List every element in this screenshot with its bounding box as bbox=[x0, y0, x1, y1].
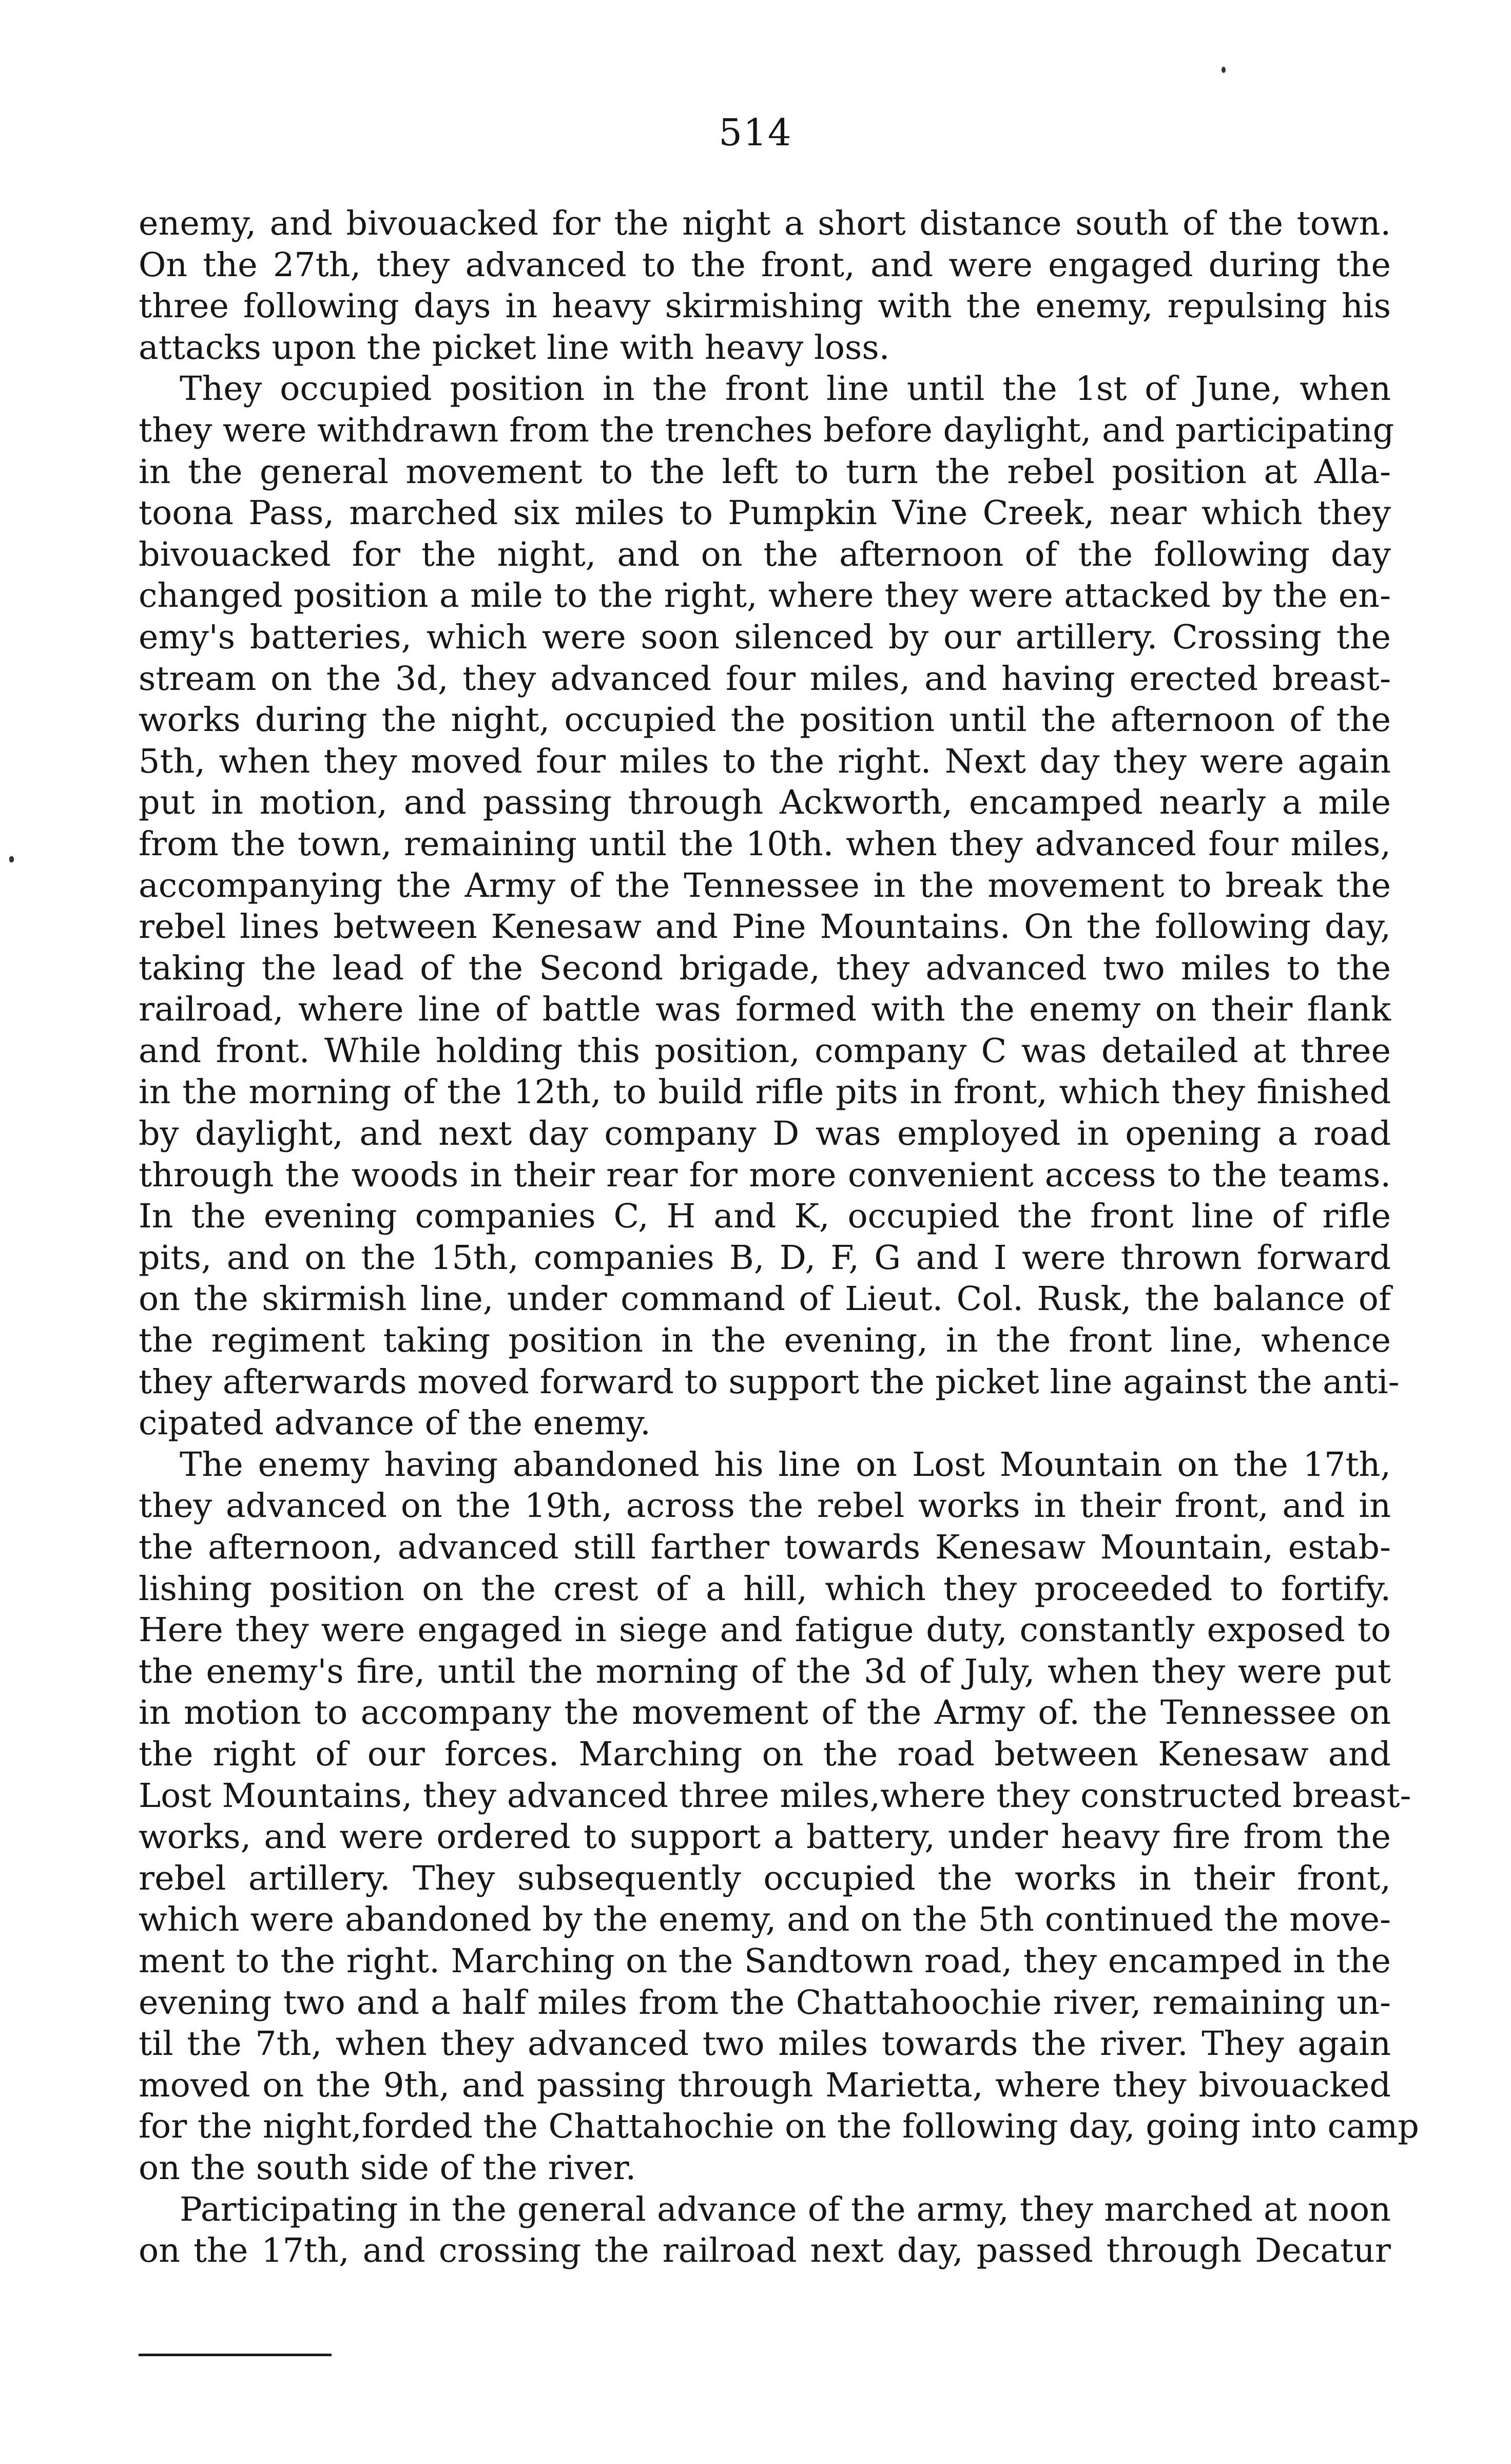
text-line: attacks upon the picket line with heavy loss. bbox=[139, 328, 890, 367]
text-line: rebel artillery. They subsequently occupied the works in their front, bbox=[139, 1859, 1391, 1898]
text-line: enemy, and bivouacked for the night a short distance south of the town. bbox=[139, 204, 1391, 243]
page-number: 514 bbox=[719, 111, 792, 154]
text-line: on the 17th, and crossing the railroad next day, passed through Decatur bbox=[139, 2231, 1391, 2270]
text-line: pits, and on the 15th, companies B, D, F, G and I were thrown forward bbox=[139, 1238, 1391, 1277]
text-line: On the 27th, they advanced to the front, and were engaged during the bbox=[139, 245, 1391, 284]
text-line: in motion to accompany the movement of the Army of. the Tennessee on bbox=[139, 1693, 1391, 1732]
text-line: they afterwards moved forward to support the picket line against the anti- bbox=[139, 1362, 1400, 1401]
text-line: in the morning of the 12th, to build rifle pits in front, which they finished bbox=[139, 1073, 1391, 1112]
text-line: the right of our forces. Marching on the road between Kenesaw and bbox=[139, 1735, 1391, 1774]
text-line: they advanced on the 19th, across the rebel works in their front, and in bbox=[139, 1487, 1391, 1526]
text-line: works, and were ordered to support a battery, under heavy fire from the bbox=[139, 1818, 1391, 1857]
text-line: changed position a mile to the right, where they were attacked by the en- bbox=[139, 576, 1391, 615]
text-line: ment to the right. Marching on the Sandtown road, they encamped in the bbox=[139, 1941, 1391, 1980]
text-line: taking the lead of the Second brigade, they advanced two miles to the bbox=[139, 949, 1391, 988]
text-line: on the south side of the river. bbox=[139, 2148, 636, 2187]
text-line: Here they were engaged in siege and fatigue duty, constantly exposed to bbox=[139, 1611, 1391, 1650]
ink-speck bbox=[1222, 67, 1226, 73]
text-line: bivouacked for the night, and on the afternoon of the following day bbox=[139, 535, 1391, 574]
text-line: in the general movement to the left to turn the rebel position at Alla- bbox=[139, 452, 1391, 491]
text-line: railroad, where line of battle was formed with the enemy on their flank bbox=[139, 990, 1391, 1029]
text-line: They occupied position in the front line until the 1st of June, when bbox=[180, 370, 1391, 409]
text-line: for the night,forded the Chattahochie on the following day, going into camp bbox=[139, 2107, 1419, 2146]
text-line: they were withdrawn from the trenches before daylight, and participating bbox=[139, 411, 1394, 450]
text-line: In the evening companies C, H and K, occupied the front line of rifle bbox=[139, 1197, 1391, 1236]
text-line: til the 7th, when they advanced two miles towards the river. They again bbox=[139, 2025, 1391, 2064]
text-line: three following days in heavy skirmishing with the enemy, repulsing his bbox=[139, 287, 1391, 326]
text-line: which were abandoned by the enemy, and on the 5th continued the move- bbox=[139, 1900, 1391, 1939]
text-line: accompanying the Army of the Tennessee in the movement to break the bbox=[139, 866, 1391, 905]
text-line: 5th, when they moved four miles to the right. Next day they were again bbox=[139, 742, 1391, 781]
text-line: rebel lines between Kenesaw and Pine Mountains. On the following day, bbox=[139, 908, 1391, 947]
footer-rule bbox=[139, 2354, 332, 2356]
text-line: and front. While holding this position, company C was detailed at three bbox=[139, 1031, 1391, 1070]
text-line: through the woods in their rear for more convenient access to the teams. bbox=[139, 1156, 1391, 1195]
text-line: stream on the 3d, they advanced four miles, and having erected breast- bbox=[139, 659, 1391, 698]
text-line: toona Pass, marched six miles to Pumpkin Vine Creek, near which they bbox=[139, 494, 1391, 533]
text-line: cipated advance of the enemy. bbox=[139, 1404, 651, 1443]
text-line: Lost Mountains, they advanced three miles,where they constructed breast- bbox=[139, 1776, 1411, 1815]
text-line: evening two and a half miles from the Chattahoochie river, remaining un- bbox=[139, 1983, 1391, 2022]
text-line: by daylight, and next day company D was employed in opening a road bbox=[139, 1114, 1391, 1153]
text-line: The enemy having abandoned his line on Lost Mountain on the 17th, bbox=[180, 1445, 1391, 1484]
text-line: works during the night, occupied the position until the afternoon of the bbox=[139, 701, 1391, 740]
margin-mark bbox=[9, 856, 14, 862]
body-text bbox=[139, 203, 1419, 2272]
text-line: on the skirmish line, under command of Lieut. Col. Rusk, the balance of bbox=[139, 1280, 1391, 1319]
text-line: Participating in the general advance of the army, they marched at noon bbox=[180, 2190, 1391, 2229]
text-line: from the town, remaining until the 10th. when they advanced four miles, bbox=[139, 824, 1391, 863]
text-line: lishing position on the crest of a hill, which they proceeded to fortify. bbox=[139, 1569, 1391, 1608]
text-line: emy's batteries, which were soon silenced by our artillery. Crossing the bbox=[139, 618, 1391, 657]
text-line: moved on the 9th, and passing through Marietta, where they bivouacked bbox=[139, 2066, 1391, 2105]
text-line: put in motion, and passing through Ackworth, encamped nearly a mile bbox=[139, 783, 1391, 822]
text-line: the afternoon, advanced still farther towards Kenesaw Mountain, estab- bbox=[139, 1528, 1391, 1567]
text-line: the enemy's fire, until the morning of the 3d of July, when they were put bbox=[139, 1652, 1391, 1691]
text-line: the regiment taking position in the evening, in the front line, whence bbox=[139, 1321, 1391, 1360]
